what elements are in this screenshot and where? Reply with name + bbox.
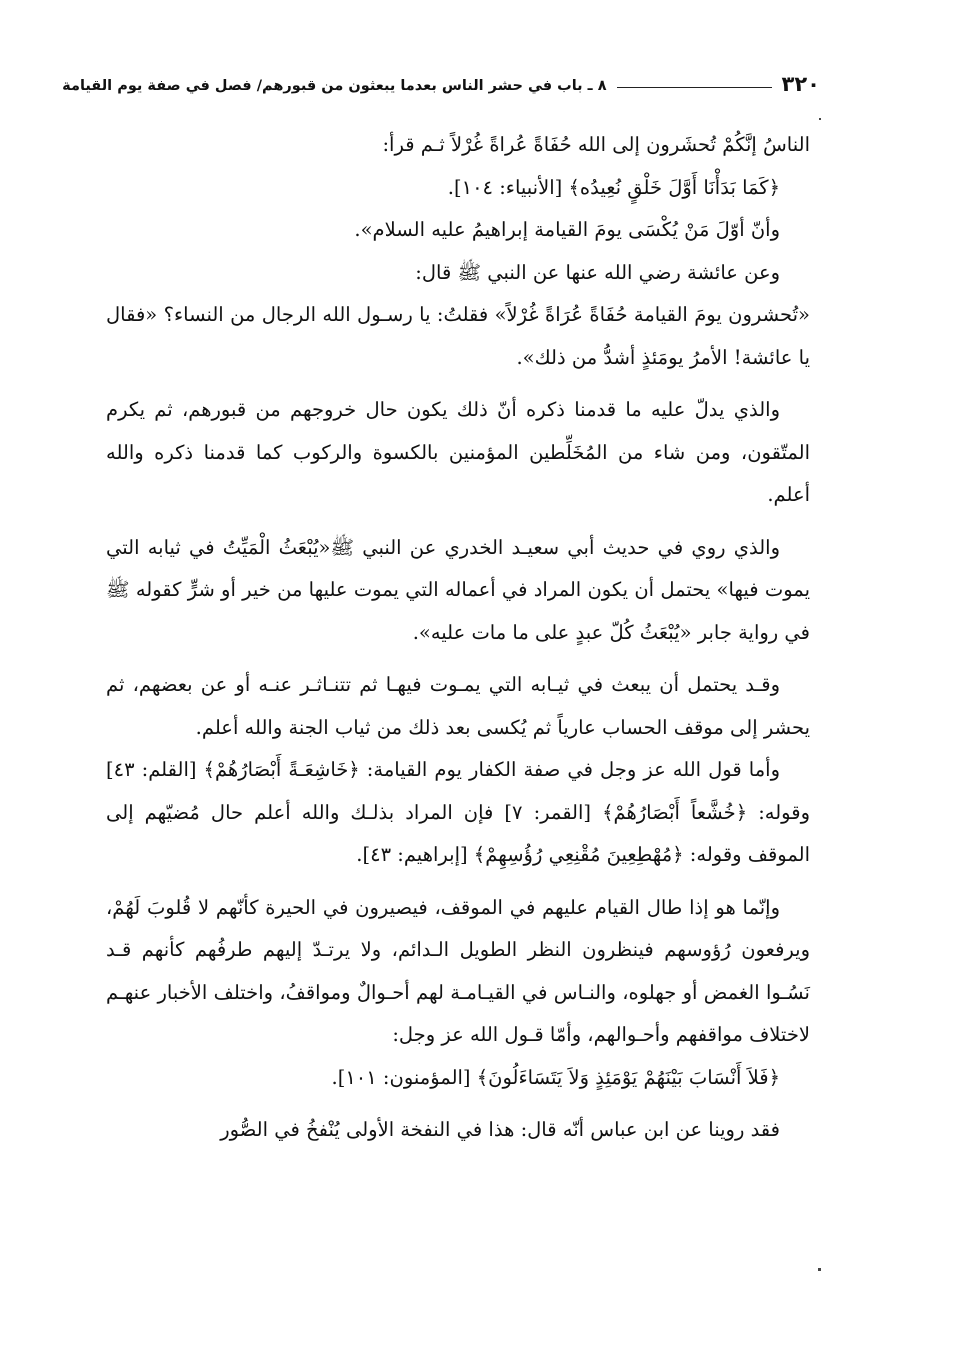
quran-verse-muminun: ﴿فَلاَ أَنْسَابَ بَيْنَهُمْ يَوْمَئِذٍ وَلاَ يَتَسَاءَلُونَ﴾ [المؤمنون: ١٠١]. [331,1065,780,1089]
paragraph-disbelievers: وأما قول الله عز وجل في صفة الكفار يوم القيامة: ﴿خَاشِعَـةً أَبْصَارُهُمْ﴾ [القلم: ٤٣] وقوله: ﴿خُشَّعاً أَبْصَارُهُمْ﴾ [القمر: ٧] فإن المراد بذلـك والله أعلم حال مُضيّهم إلى الموقف وقوله: ﴿مُهْطِعِينَ مُقْنِعِي رُؤُسِهِمْ﴾ [إبراهيم: ٤٣]. [106,758,810,866]
page-number: ٣٢٠ [781,72,820,96]
paragraph-standing: وإنّما هو إذا طال القيام عليهم في الموقف، فيصيرون في الحيرة كأنّهم لا قُلوبَ لَهُمْ، ويرفعون رُؤوسهم فينظرون النظر الطويل الـدائم، ولا يرتـدّ إليهم طرفُهم كأنهم قـد نَسُـوا الغمض أو جهلوه، والنـاس في القيـامـة لهم أحـوالٌ ومواقفُ، واختلف الأخبار عنهـم لاختلاف مواقفهم وأحـوالهم، وأمّا قـول الله عز وجل: [106,895,810,1046]
paragraph-ibn-abbas: فقد روينا عن ابن عباس أنّه قال: هذا في النفخة الأولى يُنْفخُ في الصُّور [220,1118,780,1141]
paragraph-resurrected-clothes: وقـد يحتمل أن يبعث في ثيـابه التي يمـوت فيهـا ثم تتنـاثـر عنـه أو عن بعضهم، ثم يحشر إلى موقف الحساب عارياً ثم يُكسى بعد ذلك من ثياب الجنة والله أعلم. [106,673,810,739]
paragraph-aisha-hadith: «تُحشرون يومَ القيامة حُفَاةً عُرَاةً غُرْلاً» فقلتُ: يا رسـول الله الرجال من النساء؟ «فقال يا عائشة! الأمرُ يومَئذٍ أشدُّ من ذلك». [106,303,810,369]
margin-mark [819,118,821,120]
paragraph-evidence: والذي يدلّ عليه ما قدمنا ذكره أنّ ذلك يكون حال خروجهم من قبورهم، ثم يكرم المتّقون، ومن شاء من المُخَلِّطين المؤمنين بالكسوة والركوب كما قدمنا ذكره والله أعلم. [106,398,810,506]
body-text [106,124,810,1162]
header-rule [617,87,772,88]
running-title: ٨ ـ باب في حشر الناس بعدما يبعثون من قبورهم/ فصل في صفة يوم القيامة [62,78,607,94]
margin-mark [818,1268,821,1271]
quran-verse-anbiya: ﴿كَمَا بَدَأْنَا أَوَّلَ خَلْقٍ نُعِيدُه﴾ [الأنبياء: ١٠٤]. [447,175,780,199]
page-header [62,62,820,96]
paragraph-ibrahim-clothed: وأنّ أوّلَ مَنْ يُكْسَى يومَ القيامة إبراهيمُ عليه السلام». [354,218,780,241]
paragraph-aisha-narration: وعن عائشة رضي الله عنها عن النبي ﷺ قال: [415,260,780,284]
paragraph-abu-said: والذي روي في حديث أبي سعيـد الخدري عن النبي ﷺ«يُبْعَثُ الْمَيِّتُ في ثيابه التي يموت فيها» يحتمل أن يكون المراد في أعماله التي يموت عليها من خير أو شرٍّ كقوله ﷺ في رواية جابر «يُبْعَثُ كُلّ عبدٍ على ما مات عليه». [106,535,810,644]
paragraph-hadith-continuation: الناسُ إنَّكُمْ تُحشَرون إلى الله حُفَاةً عُراةً غُرْلاً ثـم قرأ: [382,133,810,156]
